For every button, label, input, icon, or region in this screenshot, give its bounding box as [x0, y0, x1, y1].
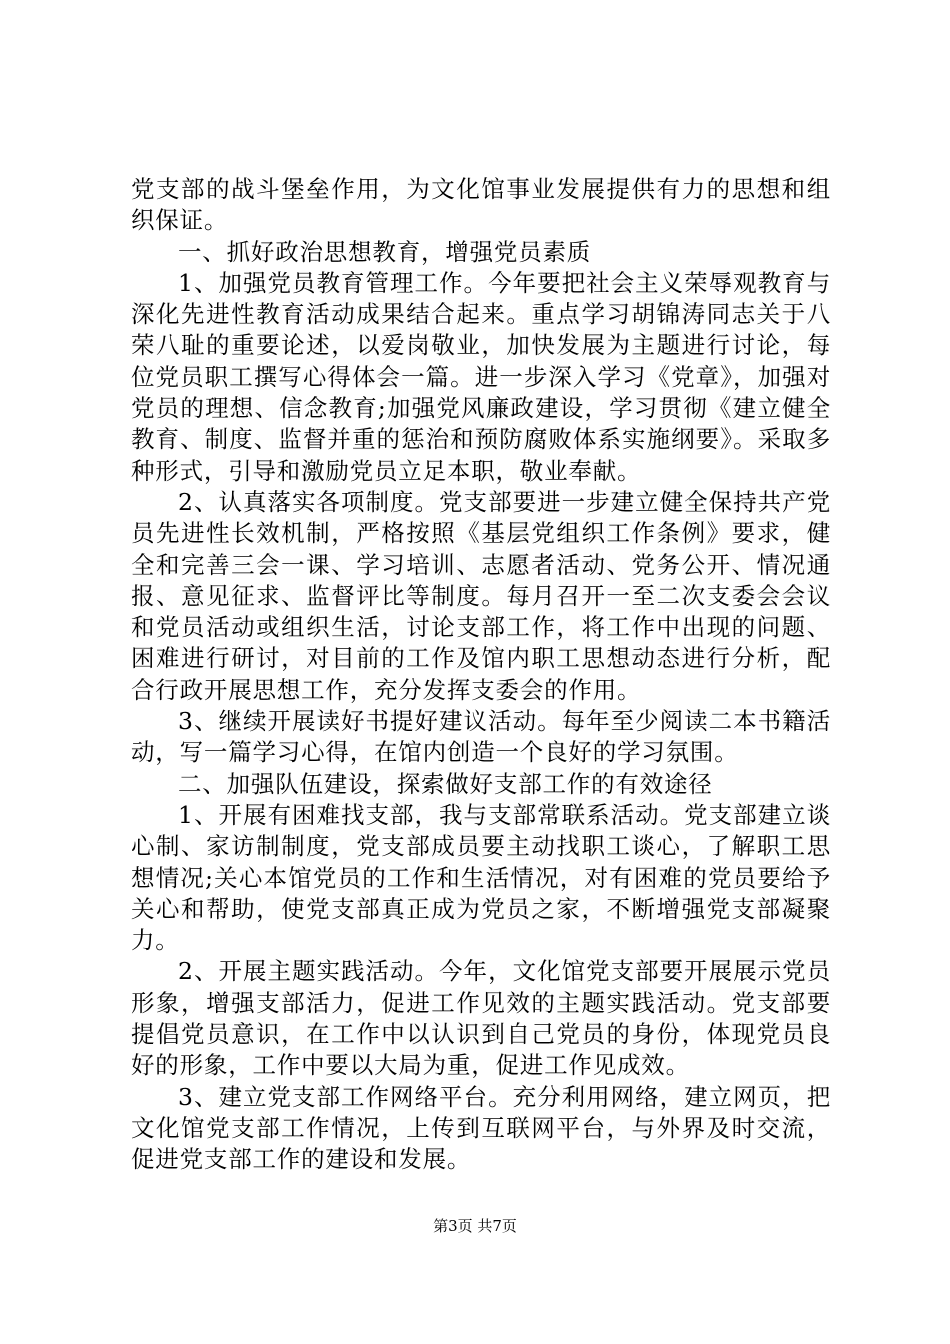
paragraph-2-3: 3、建立党支部工作网络平台。充分利用网络，建立网页，把文化馆党支部工作情况，上传到互联网平台，与外界及时交流，促进党支部工作的建设和发展。 [131, 1082, 831, 1174]
page-number-footer: 第3页 共7页 [433, 1217, 517, 1235]
paragraph-1-2: 2、认真落实各项制度。党支部要进一步建立健全保持共产党员先进性长效机制，严格按照《基层党组织工作条例》要求，健全和完善三会一课、学习培训、志愿者活动、党务公开、情况通报、意见征求、监督评比等制度。每月召开一至二次支委会会议和党员活动或组织生活，讨论支部工作，将工作中出现的问题、困难进行研讨，对目前的工作及馆内职工思想动态进行分析，配合行政开展思想工作，充分发挥支委会的作用。 [131, 487, 831, 704]
heading-section-2: 二、加强队伍建设，探索做好支部工作的有效途径 [178, 769, 713, 798]
document-body [131, 174, 831, 1176]
paragraph-1-3: 3、继续开展读好书提好建议活动。每年至少阅读二本书籍活动，写一篇学习心得，在馆内创造一个良好的学习氛围。 [131, 707, 831, 767]
paragraph-2-1: 1、开展有困难找支部，我与支部常联系活动。党支部建立谈心制、家访制制度，党支部成员要主动找职工谈心，了解职工思想情况;关心本馆党员的工作和生活情况，对有困难的党员要给予关心和帮助，使党支部真正成为党员之家，不断增强党支部凝聚力。 [131, 800, 831, 955]
paragraph-1-1: 1、加强党员教育管理工作。今年要把社会主义荣辱观教育与深化先进性教育活动成果结合起来。重点学习胡锦涛同志关于八荣八耻的重要论述，以爱岗敬业，加快发展为主题进行讨论，每位党员职工撰写心得体会一篇。进一步深入学习《党章》，加强对党员的理想、信念教育;加强党风廉政建设，学习贯彻《建立健全教育、制度、监督并重的惩治和预防腐败体系实施纲要》。采取多种形式，引导和激励党员立足本职，敬业奉献。 [131, 268, 831, 485]
heading-section-1: 一、抓好政治思想教育，增强党员素质 [178, 237, 592, 266]
paragraph-intro: 党支部的战斗堡垒作用，为文化馆事业发展提供有力的思想和组织保证。 [131, 175, 831, 235]
paragraph-2-2: 2、开展主题实践活动。今年，文化馆党支部要开展展示党员形象，增强支部活力，促进工作见效的主题实践活动。党支部要提倡党员意识，在工作中以认识到自己党员的身份，体现党员良好的形象，工作中要以大局为重，促进工作见成效。 [131, 957, 831, 1080]
